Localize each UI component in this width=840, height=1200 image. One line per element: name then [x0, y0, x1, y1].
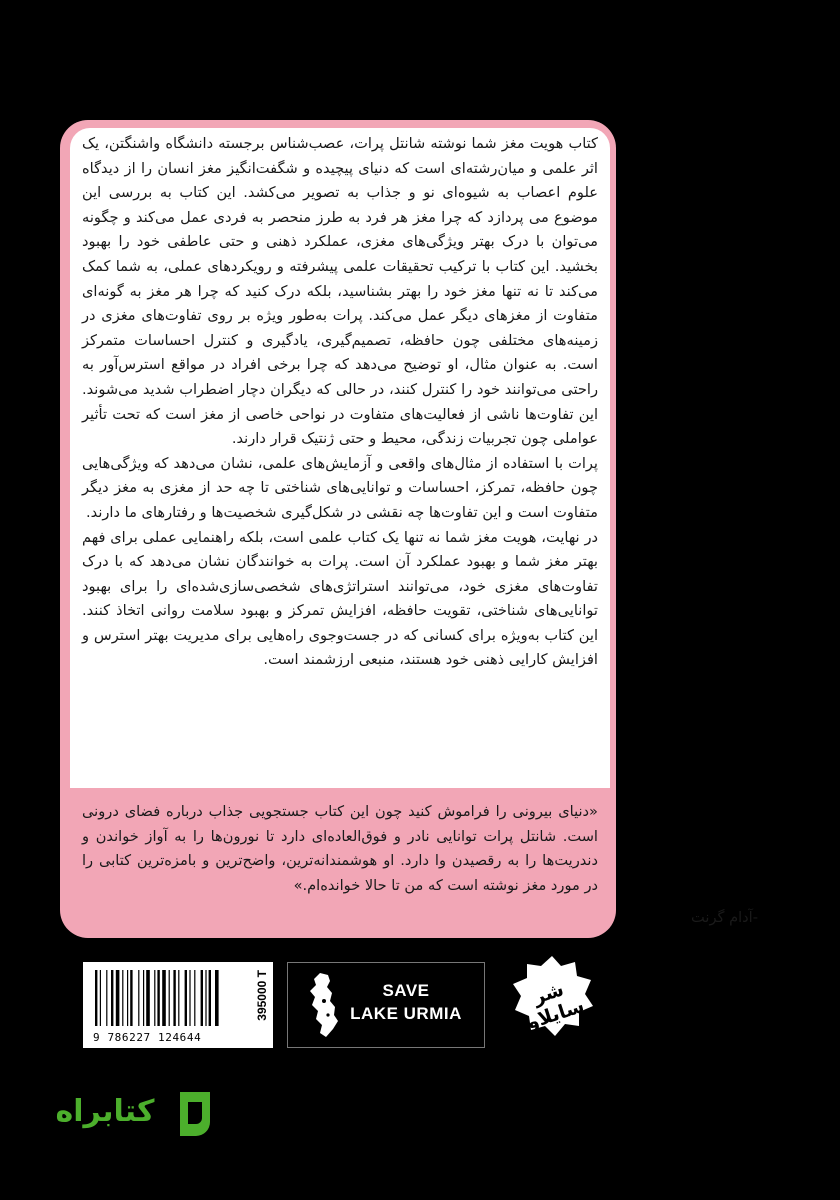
book-description: [82, 132, 598, 673]
description-paragraph: در نهایت، هویت مغز شما نه تنها یک کتاب علمی است، بلکه راهنمایی عملی برای فهم بهتر مغز شما و بهبود عملکرد آن است. پرات به خوانندگان نشان می‌دهد که با درک تفاوت‌های مغزی خود، می‌توانند استراتژی‌های شخصی‌سازی‌شده‌ای را برای بهبود توانایی‌های شناختی، تقویت حافظه، افزایش تمرکز و بهبود سلامت روانی اتخاذ کنند. این کتاب به‌ویژه برای کسانی که در جست‌وجوی راه‌هایی برای مدیریت بهتر استرس و افزایش کارایی ذهنی خود هستند، منبعی ارزشمند است.: [82, 528, 598, 669]
isbn-number: 9 786227 124644: [93, 1031, 202, 1044]
lake-urmia-map-icon: [300, 971, 352, 1039]
description-paragraph: پرات با استفاده از مثال‌های واقعی و آزمایش‌های علمی، نشان می‌دهد که ویژگی‌هایی چون حافظه، تمرکز، احساسات و توانایی‌های شناختی تا چه حد از مغزی به مغز دیگر متفاوت است و این تفاوت‌ها چه نقشی در شکل‌گیری شخصیت‌ها و رفتارهای ما دارند.: [82, 454, 598, 521]
price-label: 395000 T: [255, 970, 269, 1021]
publisher-name: شر سایلاو: [523, 978, 587, 1035]
endorsement-quote: [82, 800, 598, 898]
lake-urmia-text: LAKE URMIA: [350, 1004, 462, 1023]
description-paragraph: کتاب هویت مغز شما نوشته شانتل پرات، عصب‌شناس برجسته دانشگاه واشنگتن، یک اثر علمی و میان‌رشته‌ای است که دنیای پیچیده و شگفت‌انگیز مغز انسان را از دیدگاه علوم اعصاب به شیوه‌ای نو و جذاب به تصویر می‌کشد. این کتاب به بررسی این موضوع می پردازد که چرا مغز هر فرد به طرز منحصر به فردی عمل می‌کند و چگونه می‌توان با درک بهتر ویژگی‌های مغزی، عملکرد ذهنی و حتی عاطفی خود را بهبود بخشید. این کتاب با ترکیب تحقیقات علمی پیشرفته و رویکردهای عملی، به شما کمک می‌کند تا نه تنها مغز خود را بهتر بشناسید، بلکه درک کنید که چرا هر مغز به گونه‌ای متفاوت از مغزهای دیگر عمل می‌کند. پرات به‌طور ویژه بر روی تفاوت‌های مغزی در زمینه‌های مختلفی چون حافظه، تصمیم‌گیری، یادگیری و کنترل احساسات متمرکز است. به عنوان مثال، او توضیح می‌دهد که چرا برخی افراد در مواقع استرس‌آور به راحتی می‌توانند خود را کنترل کنند، در حالی که دیگران دچار اضطراب شدید می‌شوند. این تفاوت‌ها ناشی از فعالیت‌های متفاوت در نواحی خاصی از مغز است که تحت تأثیر عواملی چون تجربیات زندگی، محیط و حتی ژنتیک قرار دارند.: [82, 135, 598, 448]
isbn-barcode: [83, 962, 273, 1048]
publisher-logo: [507, 952, 597, 1042]
quote-text: «دنیای بیرونی را فراموش کنید چون این کتاب جستجویی جذاب درباره فضای درونی است. شانتل پرات توانایی نادر و فوق‌العاده‌ای دارد تا نورون‌ها را به آواز خواندن و دندریت‌ها را به رقصیدن وا دارد. او هوشمندانه‌ترین، واضح‌ترین و بامزه‌ترین کتابی را در مورد مغز نوشته است که من تا حالا خوانده‌ام.»: [82, 803, 598, 894]
barcode-bars: [95, 970, 247, 1026]
save-text: SAVE: [382, 981, 430, 1000]
save-lake-urmia-badge: [287, 962, 485, 1048]
store-name: کتابراه: [55, 1094, 155, 1129]
quote-author: -آدام گرنت: [691, 909, 758, 926]
